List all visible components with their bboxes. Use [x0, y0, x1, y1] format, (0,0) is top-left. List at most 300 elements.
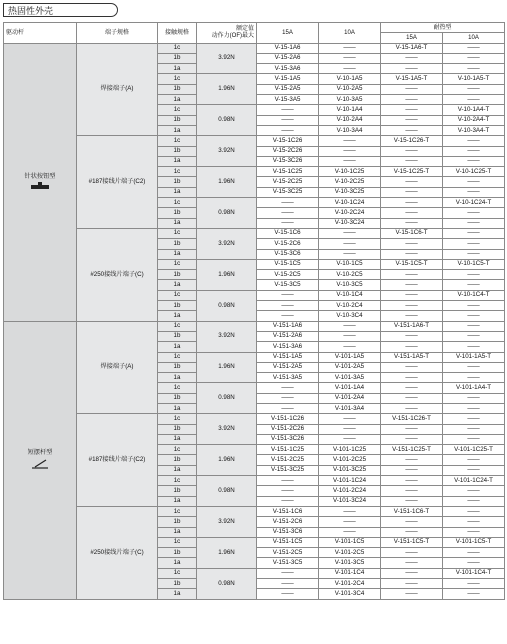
contact-spec-cell: 1a: [158, 64, 197, 74]
header-force-line2: 动作力(OF)最大: [211, 33, 254, 40]
model-cell-v15: ——: [257, 125, 319, 135]
model-cell-v15: ——: [257, 218, 319, 228]
drive-type-cell: [4, 321, 77, 599]
model-cell-v15: V-151-3A5: [257, 373, 319, 383]
model-cell-v15: V-151-3C5: [257, 558, 319, 568]
model-cell-v10: ——: [319, 517, 381, 527]
operating-force-cell: 1.96N: [197, 74, 257, 105]
model-cell-v10: ——: [319, 331, 381, 341]
model-cell-h10: ——: [443, 527, 505, 537]
model-cell-v10: V-10-2C4: [319, 301, 381, 311]
model-cell-h15: V-151-1C5-T: [381, 537, 443, 547]
model-cell-h15: ——: [381, 496, 443, 506]
model-cell-h15: V-151-1C26-T: [381, 414, 443, 424]
model-cell-v15: V-15-2C25: [257, 177, 319, 187]
model-cell-h10: ——: [443, 84, 505, 94]
model-cell-h10: ——: [443, 228, 505, 238]
header-contact: 接触规格: [158, 23, 197, 44]
model-cell-h10: ——: [443, 177, 505, 187]
model-cell-h15: ——: [381, 589, 443, 599]
model-cell-v10: V-101-1A5: [319, 352, 381, 362]
model-cell-h10: ——: [443, 403, 505, 413]
contact-spec-cell: 1a: [158, 527, 197, 537]
model-cell-v10: V-10-1A4: [319, 105, 381, 115]
model-cell-v10: ——: [319, 156, 381, 166]
contact-spec-cell: 1a: [158, 465, 197, 475]
operating-force-cell: 3.92N: [197, 414, 257, 445]
model-cell-v10: ——: [319, 228, 381, 238]
model-cell-h15: ——: [381, 239, 443, 249]
model-cell-h15: ——: [381, 125, 443, 135]
operating-force-cell: 3.92N: [197, 506, 257, 537]
model-cell-h10: ——: [443, 208, 505, 218]
contact-spec-cell: 1b: [158, 146, 197, 156]
model-cell-v10: V-10-1C25: [319, 167, 381, 177]
model-cell-v15: ——: [257, 311, 319, 321]
model-cell-v15: V-151-2C26: [257, 424, 319, 434]
pin-plunger-icon: [4, 182, 76, 190]
model-cell-h10: ——: [443, 455, 505, 465]
contact-spec-cell: 1a: [158, 496, 197, 506]
model-cell-h15: ——: [381, 311, 443, 321]
model-cell-v15: V-151-2C25: [257, 455, 319, 465]
table-row: [4, 136, 505, 146]
model-cell-h15: ——: [381, 280, 443, 290]
table-row: [4, 414, 505, 424]
model-cell-h10: ——: [443, 486, 505, 496]
contact-spec-cell: 1a: [158, 434, 197, 444]
section-title: 热固性外壳: [3, 3, 118, 17]
model-cell-v10: V-101-1C24: [319, 476, 381, 486]
model-cell-h15: V-15-1C25-T: [381, 167, 443, 177]
contact-spec-cell: 1c: [158, 74, 197, 84]
operating-force-cell: 3.92N: [197, 321, 257, 352]
header-terminal: 端子规格: [77, 23, 158, 44]
model-cell-v10: ——: [319, 434, 381, 444]
terminal-spec-cell: #187接线片端子(C2): [77, 136, 158, 229]
contact-spec-cell: 1b: [158, 424, 197, 434]
model-cell-v15: V-15-1A5: [257, 74, 319, 84]
model-cell-v15: V-151-1C6: [257, 506, 319, 516]
model-cell-h15: V-15-1A6-T: [381, 43, 443, 53]
model-cell-h10: V-101-1C25-T: [443, 445, 505, 455]
model-cell-h15: ——: [381, 105, 443, 115]
contact-spec-cell: 1b: [158, 486, 197, 496]
model-cell-h15: ——: [381, 208, 443, 218]
contact-spec-cell: 1c: [158, 198, 197, 208]
model-cell-v10: V-101-2C4: [319, 579, 381, 589]
model-cell-v10: V-10-3C5: [319, 280, 381, 290]
contact-spec-cell: 1b: [158, 362, 197, 372]
model-cell-v10: V-101-2C24: [319, 486, 381, 496]
model-cell-v15: V-15-2C6: [257, 239, 319, 249]
contact-spec-cell: 1b: [158, 455, 197, 465]
contact-spec-cell: 1b: [158, 517, 197, 527]
contact-spec-cell: 1c: [158, 414, 197, 424]
operating-force-cell: 1.96N: [197, 537, 257, 568]
table-row: [4, 321, 505, 331]
model-cell-v10: V-10-2C25: [319, 177, 381, 187]
contact-spec-cell: 1c: [158, 568, 197, 578]
table-row: [4, 506, 505, 516]
spec-table: [3, 22, 505, 600]
model-cell-v15: ——: [257, 301, 319, 311]
model-cell-v15: ——: [257, 383, 319, 393]
model-cell-v10: V-101-2A5: [319, 362, 381, 372]
contact-spec-cell: 1c: [158, 105, 197, 115]
model-cell-v10: ——: [319, 414, 381, 424]
model-cell-v15: V-15-1A6: [257, 43, 319, 53]
model-cell-h15: ——: [381, 455, 443, 465]
model-cell-h10: V-10-2A4-T: [443, 115, 505, 125]
model-cell-v10: ——: [319, 527, 381, 537]
model-cell-h10: V-10-1C24-T: [443, 198, 505, 208]
model-cell-v15: V-15-1C25: [257, 167, 319, 177]
model-cell-v15: ——: [257, 393, 319, 403]
model-cell-h10: ——: [443, 156, 505, 166]
model-cell-h15: ——: [381, 568, 443, 578]
contact-spec-cell: 1b: [158, 548, 197, 558]
model-cell-v10: V-101-1A4: [319, 383, 381, 393]
model-cell-h10: ——: [443, 280, 505, 290]
model-cell-v15: V-15-2A5: [257, 84, 319, 94]
model-cell-h15: ——: [381, 383, 443, 393]
model-cell-h15: V-151-1A6-T: [381, 321, 443, 331]
operating-force-cell: 3.92N: [197, 43, 257, 74]
contact-spec-cell: 1a: [158, 156, 197, 166]
model-cell-h15: V-15-1C26-T: [381, 136, 443, 146]
header-force-line1: 额定值: [235, 26, 254, 33]
model-cell-v10: V-10-1C24: [319, 198, 381, 208]
model-cell-v15: ——: [257, 208, 319, 218]
model-cell-v10: V-10-1C5: [319, 259, 381, 269]
model-cell-h15: ——: [381, 362, 443, 372]
contact-spec-cell: 1c: [158, 136, 197, 146]
model-cell-v15: V-15-3C26: [257, 156, 319, 166]
model-cell-h10: V-101-1A4-T: [443, 383, 505, 393]
model-cell-v15: V-151-3A6: [257, 342, 319, 352]
contact-spec-cell: 1a: [158, 95, 197, 105]
model-cell-v10: ——: [319, 506, 381, 516]
model-cell-v10: ——: [319, 424, 381, 434]
model-cell-h15: ——: [381, 424, 443, 434]
contact-spec-cell: 1b: [158, 301, 197, 311]
model-cell-v15: V-151-2C5: [257, 548, 319, 558]
contact-spec-cell: 1c: [158, 506, 197, 516]
model-cell-h15: ——: [381, 476, 443, 486]
model-cell-h15: ——: [381, 434, 443, 444]
model-cell-v10: V-101-3A5: [319, 373, 381, 383]
model-cell-v15: ——: [257, 290, 319, 300]
operating-force-cell: 1.96N: [197, 259, 257, 290]
model-cell-v10: V-101-3C4: [319, 589, 381, 599]
contact-spec-cell: 1a: [158, 403, 197, 413]
model-cell-h10: ——: [443, 465, 505, 475]
model-cell-h15: ——: [381, 517, 443, 527]
model-cell-h15: V-15-1A5-T: [381, 74, 443, 84]
header-heat-resistant: 耐热型: [381, 23, 505, 33]
model-cell-h10: ——: [443, 579, 505, 589]
drive-type-label: 针状按钮型: [24, 173, 56, 180]
model-cell-h15: ——: [381, 146, 443, 156]
contact-spec-cell: 1a: [158, 342, 197, 352]
contact-spec-cell: 1a: [158, 280, 197, 290]
model-cell-v10: V-101-2C5: [319, 548, 381, 558]
model-cell-v10: ——: [319, 239, 381, 249]
model-cell-h15: ——: [381, 465, 443, 475]
operating-force-cell: 3.92N: [197, 228, 257, 259]
model-cell-v15: V-151-2A5: [257, 362, 319, 372]
model-cell-v15: ——: [257, 403, 319, 413]
header-15a: 15A: [257, 23, 319, 44]
model-cell-h15: ——: [381, 342, 443, 352]
contact-spec-cell: 1a: [158, 187, 197, 197]
model-cell-h15: V-151-1A5-T: [381, 352, 443, 362]
model-cell-h10: ——: [443, 136, 505, 146]
model-cell-v15: V-15-2C5: [257, 270, 319, 280]
operating-force-cell: 0.98N: [197, 198, 257, 229]
model-cell-h10: ——: [443, 517, 505, 527]
contact-spec-cell: 1c: [158, 352, 197, 362]
model-cell-v15: V-151-3C6: [257, 527, 319, 537]
model-cell-v10: V-101-3C25: [319, 465, 381, 475]
model-cell-v15: ——: [257, 476, 319, 486]
header-heat-10a: 10A: [443, 33, 505, 43]
header-force: [197, 23, 257, 44]
contact-spec-cell: 1a: [158, 373, 197, 383]
model-cell-v15: V-15-3C25: [257, 187, 319, 197]
model-cell-h10: ——: [443, 558, 505, 568]
contact-spec-cell: 1b: [158, 53, 197, 63]
operating-force-cell: 1.96N: [197, 352, 257, 383]
model-cell-h15: ——: [381, 53, 443, 63]
model-cell-h15: ——: [381, 198, 443, 208]
model-cell-h15: ——: [381, 290, 443, 300]
model-cell-v10: ——: [319, 64, 381, 74]
model-cell-h10: ——: [443, 373, 505, 383]
model-cell-v10: V-10-3C4: [319, 311, 381, 321]
contact-spec-cell: 1c: [158, 537, 197, 547]
model-cell-h15: ——: [381, 403, 443, 413]
contact-spec-cell: 1a: [158, 589, 197, 599]
model-cell-v15: V-151-1A5: [257, 352, 319, 362]
model-cell-h10: V-10-1C25-T: [443, 167, 505, 177]
contact-spec-cell: 1c: [158, 167, 197, 177]
model-cell-v15: V-15-2A6: [257, 53, 319, 63]
model-cell-v15: ——: [257, 105, 319, 115]
model-cell-h10: ——: [443, 301, 505, 311]
model-cell-h10: ——: [443, 270, 505, 280]
model-cell-h15: ——: [381, 548, 443, 558]
model-cell-h10: V-10-1A4-T: [443, 105, 505, 115]
terminal-spec-cell: 焊接端子(A): [77, 321, 158, 414]
model-cell-v10: V-10-1C4: [319, 290, 381, 300]
model-cell-h10: ——: [443, 311, 505, 321]
model-cell-v10: ——: [319, 53, 381, 63]
model-cell-v15: V-151-1C26: [257, 414, 319, 424]
contact-spec-cell: 1c: [158, 383, 197, 393]
model-cell-v10: V-10-3C24: [319, 218, 381, 228]
contact-spec-cell: 1b: [158, 208, 197, 218]
terminal-spec-cell: #250接线片端子(C): [77, 506, 158, 599]
model-cell-v10: V-10-3C25: [319, 187, 381, 197]
contact-spec-cell: 1a: [158, 311, 197, 321]
model-cell-v10: V-10-1A5: [319, 74, 381, 84]
contact-spec-cell: 1c: [158, 228, 197, 238]
model-cell-h10: ——: [443, 239, 505, 249]
model-cell-v10: V-101-1C4: [319, 568, 381, 578]
model-cell-v10: ——: [319, 321, 381, 331]
model-cell-v15: V-15-3A5: [257, 95, 319, 105]
contact-spec-cell: 1b: [158, 393, 197, 403]
model-cell-h10: ——: [443, 187, 505, 197]
contact-spec-cell: 1b: [158, 579, 197, 589]
model-cell-h10: V-10-1C5-T: [443, 259, 505, 269]
model-cell-h15: ——: [381, 84, 443, 94]
contact-spec-cell: 1b: [158, 84, 197, 94]
model-cell-v15: ——: [257, 589, 319, 599]
model-cell-v15: V-15-1C26: [257, 136, 319, 146]
model-cell-h15: ——: [381, 527, 443, 537]
model-cell-h10: ——: [443, 53, 505, 63]
model-cell-v10: ——: [319, 43, 381, 53]
model-cell-v15: V-15-1C6: [257, 228, 319, 238]
model-cell-h10: ——: [443, 331, 505, 341]
contact-spec-cell: 1b: [158, 270, 197, 280]
model-cell-v10: V-10-2C24: [319, 208, 381, 218]
operating-force-cell: 0.98N: [197, 105, 257, 136]
model-cell-h15: ——: [381, 393, 443, 403]
model-cell-v15: V-151-3C26: [257, 434, 319, 444]
table-row: [4, 228, 505, 238]
model-cell-h10: ——: [443, 393, 505, 403]
contact-spec-cell: 1c: [158, 476, 197, 486]
model-cell-h15: ——: [381, 579, 443, 589]
model-cell-v15: ——: [257, 496, 319, 506]
header-drive: 驱动杆: [4, 23, 77, 44]
model-cell-v15: V-15-2C26: [257, 146, 319, 156]
model-cell-v15: V-151-3C25: [257, 465, 319, 475]
model-cell-v15: V-15-3C5: [257, 280, 319, 290]
model-cell-h10: ——: [443, 43, 505, 53]
model-cell-v15: V-151-1C5: [257, 537, 319, 547]
model-cell-v10: ——: [319, 342, 381, 352]
model-cell-h10: ——: [443, 434, 505, 444]
model-cell-v10: ——: [319, 136, 381, 146]
model-cell-v10: V-10-2C5: [319, 270, 381, 280]
model-cell-v15: V-15-1C5: [257, 259, 319, 269]
model-cell-h10: ——: [443, 249, 505, 259]
contact-spec-cell: 1c: [158, 259, 197, 269]
model-cell-h10: ——: [443, 321, 505, 331]
model-cell-v10: ——: [319, 249, 381, 259]
model-cell-v10: V-101-2C25: [319, 455, 381, 465]
operating-force-cell: 3.92N: [197, 136, 257, 167]
model-cell-h10: ——: [443, 64, 505, 74]
model-cell-h15: V-151-1C6-T: [381, 506, 443, 516]
model-cell-h10: ——: [443, 424, 505, 434]
table-row: [4, 43, 505, 53]
model-cell-h15: ——: [381, 558, 443, 568]
model-cell-h10: V-101-1A5-T: [443, 352, 505, 362]
model-cell-h15: ——: [381, 301, 443, 311]
model-cell-h10: ——: [443, 95, 505, 105]
model-cell-v10: V-10-3A5: [319, 95, 381, 105]
model-cell-h10: V-10-3A4-T: [443, 125, 505, 135]
model-cell-h15: ——: [381, 373, 443, 383]
contact-spec-cell: 1b: [158, 115, 197, 125]
model-cell-v15: ——: [257, 568, 319, 578]
model-cell-h15: ——: [381, 64, 443, 74]
model-cell-h10: ——: [443, 146, 505, 156]
contact-spec-cell: 1c: [158, 321, 197, 331]
terminal-spec-cell: 焊接端子(A): [77, 43, 158, 136]
model-cell-h15: ——: [381, 249, 443, 259]
model-cell-v15: ——: [257, 486, 319, 496]
model-cell-v15: V-15-3C6: [257, 249, 319, 259]
operating-force-cell: 0.98N: [197, 476, 257, 507]
contact-spec-cell: 1b: [158, 331, 197, 341]
header-10a: 10A: [319, 23, 381, 44]
model-cell-h10: ——: [443, 589, 505, 599]
operating-force-cell: 0.98N: [197, 568, 257, 599]
model-cell-v15: ——: [257, 115, 319, 125]
model-cell-v10: V-101-1C5: [319, 537, 381, 547]
contact-spec-cell: 1a: [158, 218, 197, 228]
model-cell-h15: ——: [381, 187, 443, 197]
model-cell-v10: V-10-3A4: [319, 125, 381, 135]
model-cell-v15: V-151-1A6: [257, 321, 319, 331]
model-cell-h15: ——: [381, 486, 443, 496]
model-cell-h10: ——: [443, 342, 505, 352]
model-cell-h15: ——: [381, 331, 443, 341]
contact-spec-cell: 1c: [158, 445, 197, 455]
model-cell-h15: ——: [381, 156, 443, 166]
contact-spec-cell: 1c: [158, 43, 197, 53]
model-cell-h10: V-101-1C5-T: [443, 537, 505, 547]
terminal-spec-cell: #250接线片端子(C): [77, 228, 158, 321]
operating-force-cell: 1.96N: [197, 167, 257, 198]
model-cell-h15: ——: [381, 218, 443, 228]
model-cell-v10: V-101-1C25: [319, 445, 381, 455]
model-cell-v10: V-101-2A4: [319, 393, 381, 403]
model-cell-h10: V-10-1A5-T: [443, 74, 505, 84]
terminal-spec-cell: #187接线片端子(C2): [77, 414, 158, 507]
drive-type-cell: [4, 43, 77, 321]
header-row-1: [4, 23, 505, 33]
model-cell-v10: V-10-2A4: [319, 115, 381, 125]
model-cell-h15: V-15-1C5-T: [381, 259, 443, 269]
model-cell-h15: ——: [381, 115, 443, 125]
model-cell-h10: V-10-1C4-T: [443, 290, 505, 300]
operating-force-cell: 0.98N: [197, 290, 257, 321]
contact-spec-cell: 1a: [158, 249, 197, 259]
operating-force-cell: 1.96N: [197, 445, 257, 476]
model-cell-h10: V-101-1C24-T: [443, 476, 505, 486]
model-cell-v10: V-101-3C5: [319, 558, 381, 568]
model-cell-h10: ——: [443, 506, 505, 516]
contact-spec-cell: 1b: [158, 177, 197, 187]
model-cell-v15: V-151-2C6: [257, 517, 319, 527]
model-cell-h10: ——: [443, 548, 505, 558]
model-cell-v15: V-15-3A6: [257, 64, 319, 74]
model-cell-v10: V-101-3C24: [319, 496, 381, 506]
model-cell-v15: ——: [257, 579, 319, 589]
model-cell-v10: V-101-3A4: [319, 403, 381, 413]
operating-force-cell: 0.98N: [197, 383, 257, 414]
contact-spec-cell: 1a: [158, 125, 197, 135]
contact-spec-cell: 1c: [158, 290, 197, 300]
